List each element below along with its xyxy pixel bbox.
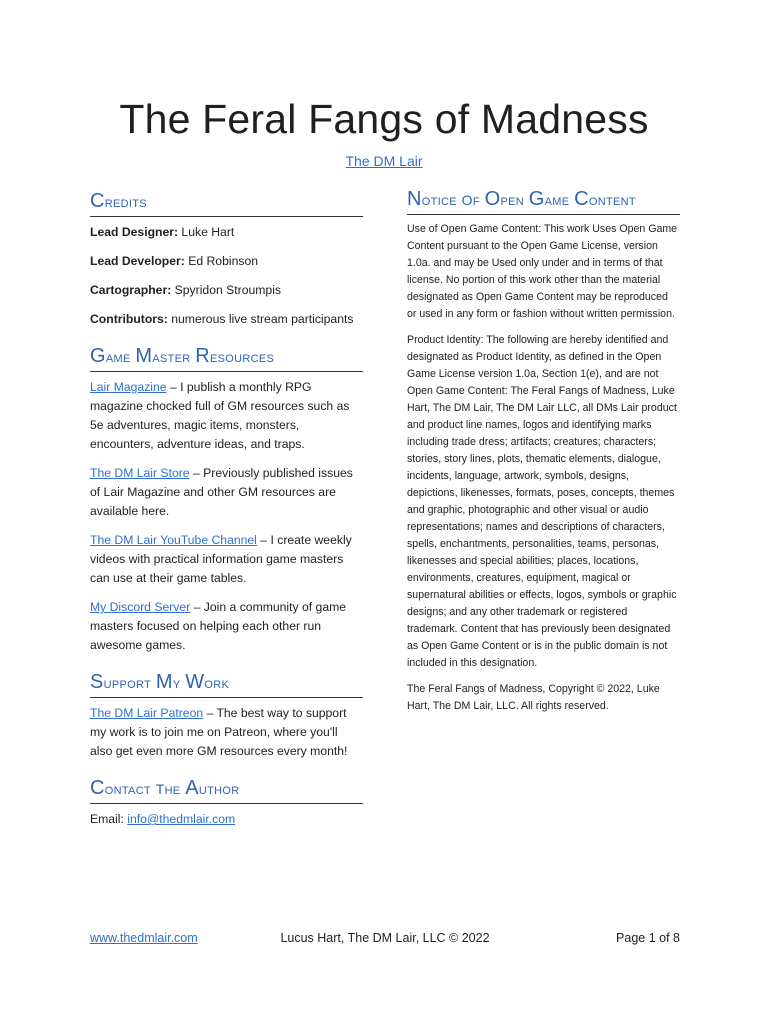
store-link[interactable]: The DM Lair Store: [90, 466, 190, 480]
dm-lair-link[interactable]: The DM Lair: [345, 153, 423, 169]
resource-description: – Previously published issues of Lair Magazine and other GM resources are available here.: [90, 466, 353, 518]
credit-value: Ed Robinson: [184, 254, 259, 268]
resource-description: – I create weekly videos with practical information game masters can use at their game tables.: [90, 533, 352, 585]
contact-heading: Contact the Author: [90, 777, 363, 804]
credit-cartographer: [90, 281, 363, 300]
resource-description: – Join a community of game masters focused on helping each other run awesome games.: [90, 600, 347, 652]
credit-value: numerous live stream participants: [167, 312, 354, 326]
contact-email: [90, 810, 363, 829]
credit-lead-designer: [90, 223, 363, 242]
patreon-link[interactable]: The DM Lair Patreon: [90, 706, 204, 720]
credit-contributors: [90, 310, 363, 329]
footer-copyright: Lucus Hart, The DM Lair, LLC © 2022: [280, 931, 490, 945]
resource-description: – I publish a monthly RPG magazine chocked full of GM resources such as 5e adventures, magic items, monsters, encounters, adventure ideas, and traps.: [90, 380, 350, 451]
youtube-link[interactable]: The DM Lair YouTube Channel: [90, 533, 257, 547]
resource-store: [90, 464, 363, 521]
credit-value: Luke Hart: [178, 225, 235, 239]
footer-website-link[interactable]: www.thedmlair.com: [90, 931, 198, 945]
product-identity-paragraph: Product Identity: The following are hereby identified and designated as Product Identity, as defined in the Open Game License version 1.0a, Section 1(e), and are not Open Game Content: The Feral Fangs of Madness, Luke Hart, The DM Lair, The DM Lair LLC, all DMs Lair product and product line names, logos and identifying marks including trade dress; artifacts; creatures; characters; stories, story lines, plots, thematic elements, dialogue, incidents, language, artwork, symbols, designs, depictions, likenesses, formats, poses, concepts, themes and graphic, photographic and other visual or audio representations; names and descriptions of characters, spells, enchantments, personalities, teams, personas, likenesses and special abilities; places, locations, environments, creatures, equipment, magical or supernatural abilities or effects, logos, symbols or graphic designs; and any other trademark or registered trademark. Content that has previously been designated as Open Game Content or is in the public domain is not included in this designation.: [407, 334, 677, 669]
credit-label: Lead Designer:: [90, 225, 179, 239]
support-heading: Support My Work: [90, 671, 363, 698]
credits-heading: Credits: [90, 190, 363, 217]
ogc-paragraph: Use of Open Game Content: This work Uses Open Game Content pursuant to the Open Game License, version 1.0a. and may be Used only under and in terms of that license. No portion of this work other than the material designated as Open Game Content may be reproduced or used in any form or fashion without written permission.: [407, 223, 678, 320]
credit-label: Cartographer:: [90, 283, 172, 297]
resource-discord: [90, 598, 363, 655]
email-link[interactable]: info@thedmlair.com: [127, 812, 236, 826]
credit-label: Contributors:: [90, 312, 168, 326]
document-title: The Feral Fangs of Madness: [119, 96, 649, 142]
credit-lead-developer: [90, 252, 363, 271]
credit-label: Lead Developer:: [90, 254, 185, 268]
lair-magazine-link[interactable]: Lair Magazine: [90, 380, 167, 394]
gm-resources-heading: Game Master Resources: [90, 345, 363, 372]
credit-value: Spyridon Stroumpis: [171, 283, 282, 297]
ogc-heading: Notice of Open Game Content: [407, 188, 680, 215]
subtitle: [0, 153, 768, 169]
email-label: Email:: [90, 812, 128, 826]
support-text: [90, 704, 363, 761]
page-number: Page 1 of 8: [616, 931, 680, 945]
support-description: – The best way to support my work is to join me on Patreon, where you'll also get even more GM resources every month!: [90, 706, 348, 758]
discord-link[interactable]: My Discord Server: [90, 600, 191, 614]
page-footer: [90, 931, 680, 951]
right-column: [407, 188, 680, 724]
copyright-paragraph: The Feral Fangs of Madness, Copyright © 2022, Luke Hart, The DM Lair, LLC. All rights reserved.: [407, 683, 660, 712]
resource-youtube: [90, 531, 363, 588]
left-column: [90, 190, 363, 839]
resource-lair-magazine: [90, 378, 363, 454]
